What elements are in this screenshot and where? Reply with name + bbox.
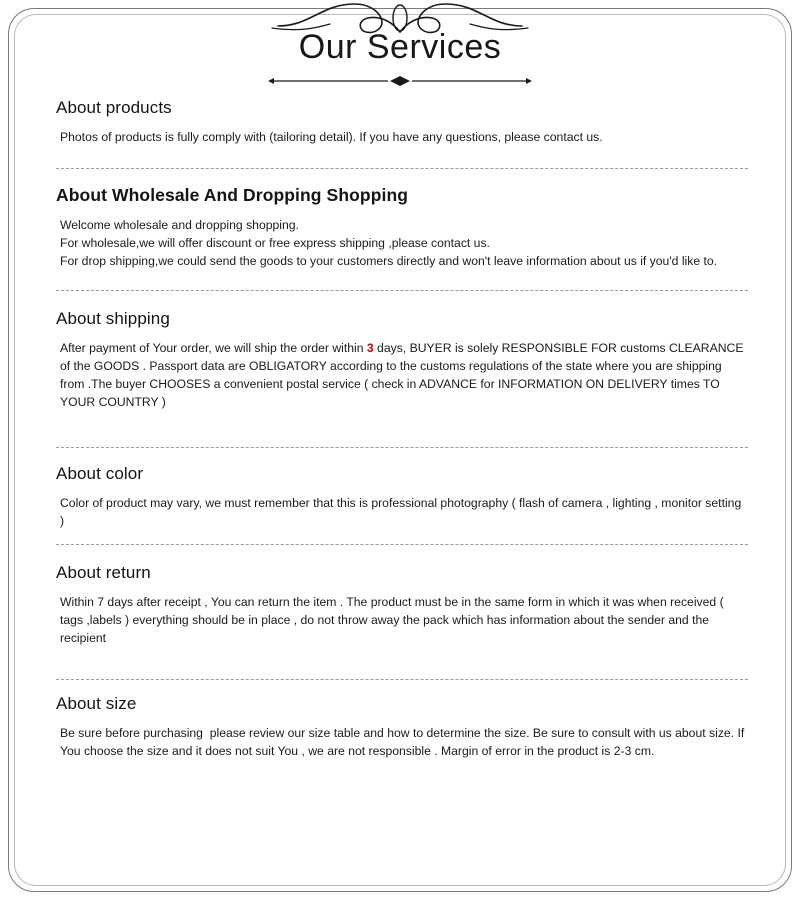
section-body-about-size [56,724,748,760]
section-about-shipping [56,309,748,411]
text-line: Color of product may vary, we must remember that this is professional photography ( flash of camera , lighting , monitor setting ) [60,496,745,528]
section-body-about-wholesale [56,216,748,270]
spacer [56,680,748,694]
spacer [56,647,748,665]
shipping-text-post: days, BUYER is solely RESPONSIBLE FOR customs CLEARANCE of the GOODS . Passport data are OBLIGATORY according to the customs regulations of the state where you are shipping from .The buyer CHOOSES a convenient postal service ( check in ADVANCE for INFORMATION ON DELIVERY times TO YOUR COUNTRY ) [60,341,744,409]
spacer [56,411,748,425]
section-body-about-return [56,593,748,647]
shipping-text-pre: After payment of Your order, we will ship the order within [60,341,367,355]
spacer [56,665,748,679]
page-header [0,0,800,92]
spacer [56,291,748,309]
section-about-size [56,694,748,760]
text-line: Be sure before purchasing please review our size table and how to determine the size. Be sure to consult with us about size. If You choose the size and it does not suit You , we are not responsible . Margin of error in the product is 2-3 cm. [60,726,748,758]
spacer [56,425,748,447]
spacer [56,270,748,290]
section-body-about-color [56,494,748,530]
section-heading-about-color: About color [56,464,144,483]
text-line: Photos of products is fully comply with (tailoring detail). If you have any questions, please contact us. [60,130,603,144]
section-body-about-shipping [56,339,748,411]
spacer [56,530,748,544]
section-heading-about-size: About size [56,694,137,713]
section-heading-about-wholesale: About Wholesale And Dropping Shopping [56,185,409,205]
text-line: Within 7 days after receipt , You can return the item . The product must be in the same form in which it was when received ( tags ,labels ) everything should be in place , do not throw away the pack which has information about the sender and the recipient [60,595,728,645]
services-content [56,92,748,760]
spacer [56,448,748,464]
section-about-return [56,563,748,647]
text-line: Welcome wholesale and dropping shopping. [60,218,299,232]
spacer [56,169,748,185]
section-about-products [56,92,748,146]
section-heading-about-return: About return [56,563,151,582]
title-underline-rule [260,74,540,92]
shipping-days-highlight: 3 [366,341,374,355]
section-about-wholesale [56,185,748,270]
text-line: For drop shipping,we could send the goods to your customers directly and won't leave information about us if you'd like to. [60,254,718,268]
spacer [56,545,748,563]
section-heading-about-products: About products [56,98,172,117]
page-title: Our Services [298,28,502,66]
section-body-about-products [56,128,748,146]
section-heading-about-shipping: About shipping [56,309,170,328]
section-about-color [56,464,748,530]
spacer [56,146,748,168]
text-line: For wholesale,we will offer discount or free express shipping ,please contact us. [60,236,490,250]
